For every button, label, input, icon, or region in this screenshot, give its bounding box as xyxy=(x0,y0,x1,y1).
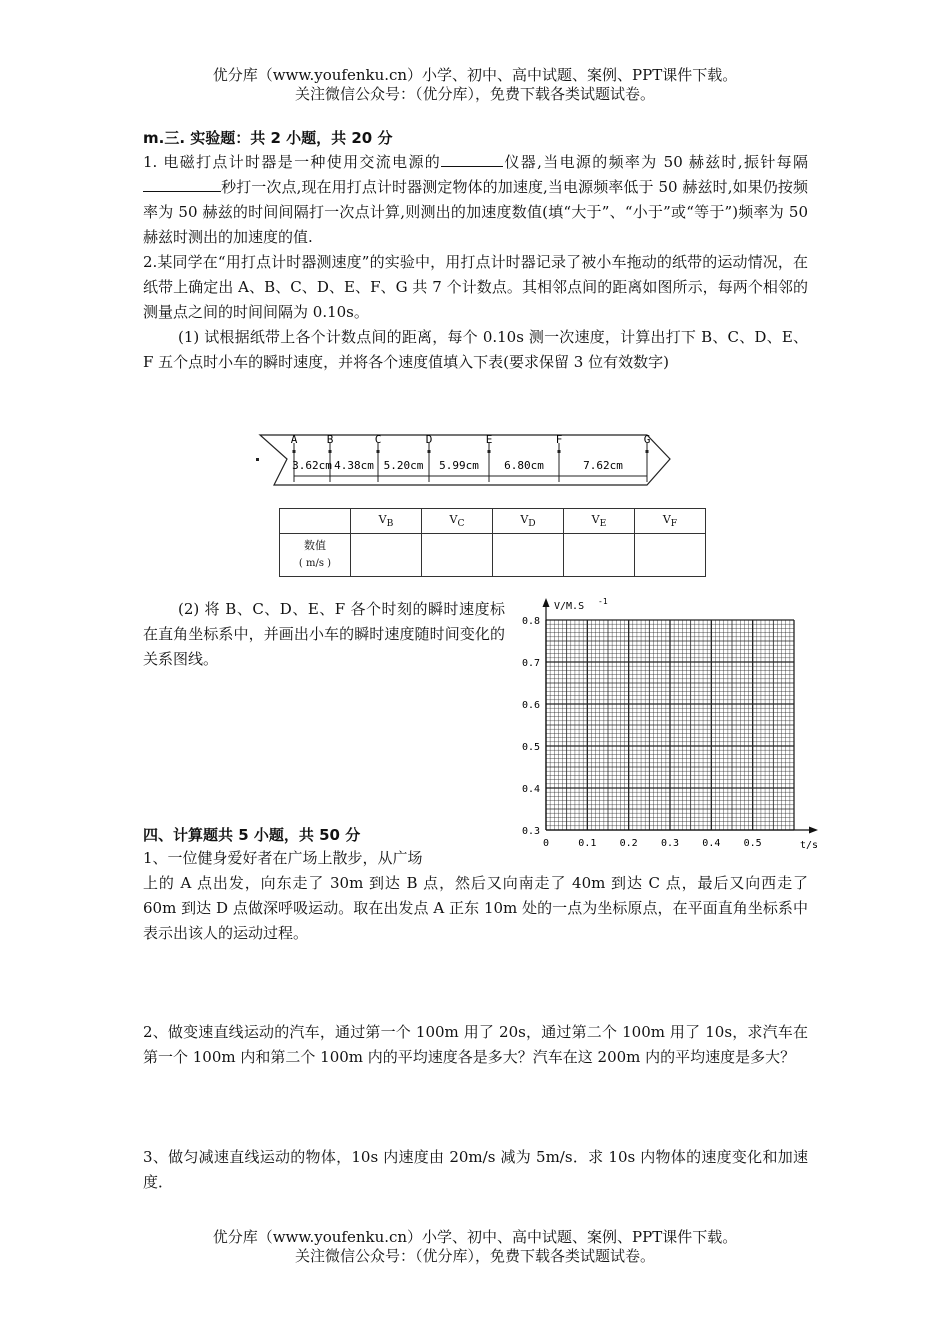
x-tick-label: 0.1 xyxy=(578,838,597,849)
vb-subscript: B xyxy=(386,518,394,530)
y-tick-label: 0.3 xyxy=(521,826,540,837)
footer-line-2: 关注微信公众号：（优分库），免费下载各类试题试卷。 xyxy=(294,1247,655,1265)
x-tick-label: 0 xyxy=(542,838,550,849)
tape-point-label: E xyxy=(485,433,493,446)
tape-dot xyxy=(488,450,491,453)
tape-point-label: A xyxy=(290,433,298,446)
tape-distance-label: 5.99cm xyxy=(439,459,479,472)
vf-subscript: F xyxy=(670,518,678,530)
row-label-text: 数值 xyxy=(304,539,326,552)
value-cell-ve[interactable] xyxy=(564,534,635,577)
table-value-row xyxy=(280,534,706,577)
tape-point-label: B xyxy=(326,433,334,446)
question-3-2-intro: 2.某同学在“用打点计时器测速度”的实验中，用打点计时器记录了被小车拖动的纸带的运动情况，在纸带上确定出 A、B、C、D、E、F、G 共 7 个计数点。其相邻点间的距离如图所示，每两个相邻的测量点之间的时间间隔为 0.10s。 xyxy=(143,253,808,321)
table-header-vf xyxy=(635,509,706,534)
table-header-ve xyxy=(564,509,635,534)
table-header-vb xyxy=(351,509,422,534)
tape-point-label: G xyxy=(643,433,651,446)
tape-distance-label: 4.38cm xyxy=(334,459,374,472)
answer-blank-2[interactable] xyxy=(143,176,221,192)
velocity-time-grid xyxy=(510,592,825,854)
y-tick-label: 0.8 xyxy=(521,616,540,627)
ve-label: V xyxy=(591,512,600,526)
y-tick-label: 0.4 xyxy=(521,784,540,795)
ve-subscript: E xyxy=(599,518,607,530)
value-cell-vc[interactable] xyxy=(422,534,493,577)
x-tick-label: 0.3 xyxy=(660,838,680,849)
x-axis-label: t/s xyxy=(800,840,819,851)
value-cell-vd[interactable] xyxy=(493,534,564,577)
answer-blank-1[interactable] xyxy=(441,151,503,167)
y-axis-label: V/M.S xyxy=(554,601,585,612)
x-axis-arrow xyxy=(809,827,818,834)
table-corner-cell xyxy=(280,509,351,534)
x-tick-label: 0.2 xyxy=(619,838,638,849)
table-header-vc xyxy=(422,509,493,534)
question-4-2: 2、做变速直线运动的汽车，通过第一个 100m 用了 20s，通过第二个 100m 用了 10s，求汽车在第一个 100m 内和第二个 100m 内的平均速度各是多大？汽车在这 200m 内的平均速度是多大？ xyxy=(143,1023,808,1066)
q1-text-c: 秒打一次点,现在用打点计时器测定物体的加速度,当电源频率低于 50 赫兹时,如果仍按频率为 50 赫兹的时间间隔打一次点计算,则测出的加速度数值(填“大于”、“小于”或“等于”)频率为 50 赫兹时测出的加速度的值. xyxy=(143,178,808,246)
tape-point-label: C xyxy=(374,433,382,446)
table-header-vd xyxy=(493,509,564,534)
question-4-3: 3、做匀减速直线运动的物体，10s 内速度由 20m/s 减为 5m/s．求 10s 内物体的速度变化和加速度． xyxy=(143,1148,808,1191)
tape-distance-label: 6.80cm xyxy=(504,459,544,472)
y-tick-label: 0.6 xyxy=(521,700,540,711)
value-cell-vf[interactable] xyxy=(635,534,706,577)
tape-marks xyxy=(291,433,651,482)
vf-label: V xyxy=(662,512,671,526)
question-3-1 xyxy=(143,150,808,250)
vd-label: V xyxy=(520,512,529,526)
tape-distance-label: 3.62cm xyxy=(292,459,332,472)
header-line-1: 优分库（www.youfenku.cn）小学、初中、高中试题、案例、PPT课件下载。 xyxy=(212,66,738,84)
table-row-label xyxy=(280,534,351,577)
tape-point-label: D xyxy=(425,433,433,446)
tape-dot xyxy=(646,450,649,453)
section-4-title: 四、计算题共 5 小题，共 50 分 xyxy=(143,826,361,844)
q1-text-a: 1. 电磁打点计时器是一种使用交流电源的 xyxy=(143,153,442,171)
question-4-1-rest: 上的 A 点出发，向东走了 30m 到达 B 点，然后又向南走了 40m 到达 C 点，最后又向西走了 60m 到达 D 点做深呼吸运动。取在出发点 A 正东 10m 处的一点为坐标原点，在平面直角坐标系中表示出该人的运动过程。 xyxy=(143,874,808,942)
page-header xyxy=(0,66,950,104)
question-4-1-start: 1、一位健身爱好者在广场上散步，从广场 xyxy=(143,849,423,867)
tape-edge-dot xyxy=(256,458,259,461)
y-tick-label: 0.5 xyxy=(521,742,540,753)
table-header-row xyxy=(280,509,706,534)
y-axis-label-superscript: -1 xyxy=(598,597,608,606)
x-tick-label: 0.5 xyxy=(743,838,762,849)
tape-distance-label: 5.20cm xyxy=(383,459,424,472)
vc-subscript: C xyxy=(457,518,465,530)
tape-dot xyxy=(428,450,431,453)
tape-distance-label: 7.62cm xyxy=(583,459,623,472)
vd-subscript: D xyxy=(528,518,536,530)
y-tick-label: 0.7 xyxy=(521,658,540,669)
tape-dot xyxy=(293,450,296,453)
vc-label: V xyxy=(449,512,458,526)
x-tick-label: 0.4 xyxy=(702,838,721,849)
tape-dot xyxy=(329,450,332,453)
section-3-title: m.三. 实验题：共 2 小题，共 20 分 xyxy=(143,129,393,147)
paper-tape-diagram xyxy=(252,425,677,490)
header-line-2: 关注微信公众号：（优分库），免费下载各类试题试卷。 xyxy=(294,85,655,103)
q1-text-b: 仪器,当电源的频率为 50 赫兹时,振针每隔 xyxy=(503,153,808,171)
row-unit-text: ( m/s ) xyxy=(298,558,332,569)
velocity-table xyxy=(279,508,706,577)
tape-dot xyxy=(377,450,380,453)
question-3-2-sub1: (1) 试根据纸带上各个计数点间的距离，每个 0.10s 测一次速度，计算出打下 B、C、D、E、F 五个点时小车的瞬时速度，并将各个速度值填入下表(要求保留 3 位有效数字) xyxy=(143,328,808,371)
value-cell-vb[interactable] xyxy=(351,534,422,577)
graph-layer xyxy=(522,597,818,851)
y-axis-arrow xyxy=(543,598,550,607)
footer-line-1: 优分库（www.youfenku.cn）小学、初中、高中试题、案例、PPT课件下载。 xyxy=(212,1228,738,1246)
tape-dot xyxy=(558,450,561,453)
question-3-2-sub2: (2) 将 B、C、D、E、F 各个时刻的瞬时速度标在直角坐标系中，并画出小车的瞬时速度随时间变化的关系图线。 xyxy=(143,600,505,668)
page-footer xyxy=(0,1228,950,1266)
vb-label: V xyxy=(378,512,387,526)
tape-point-label: F xyxy=(555,433,563,446)
